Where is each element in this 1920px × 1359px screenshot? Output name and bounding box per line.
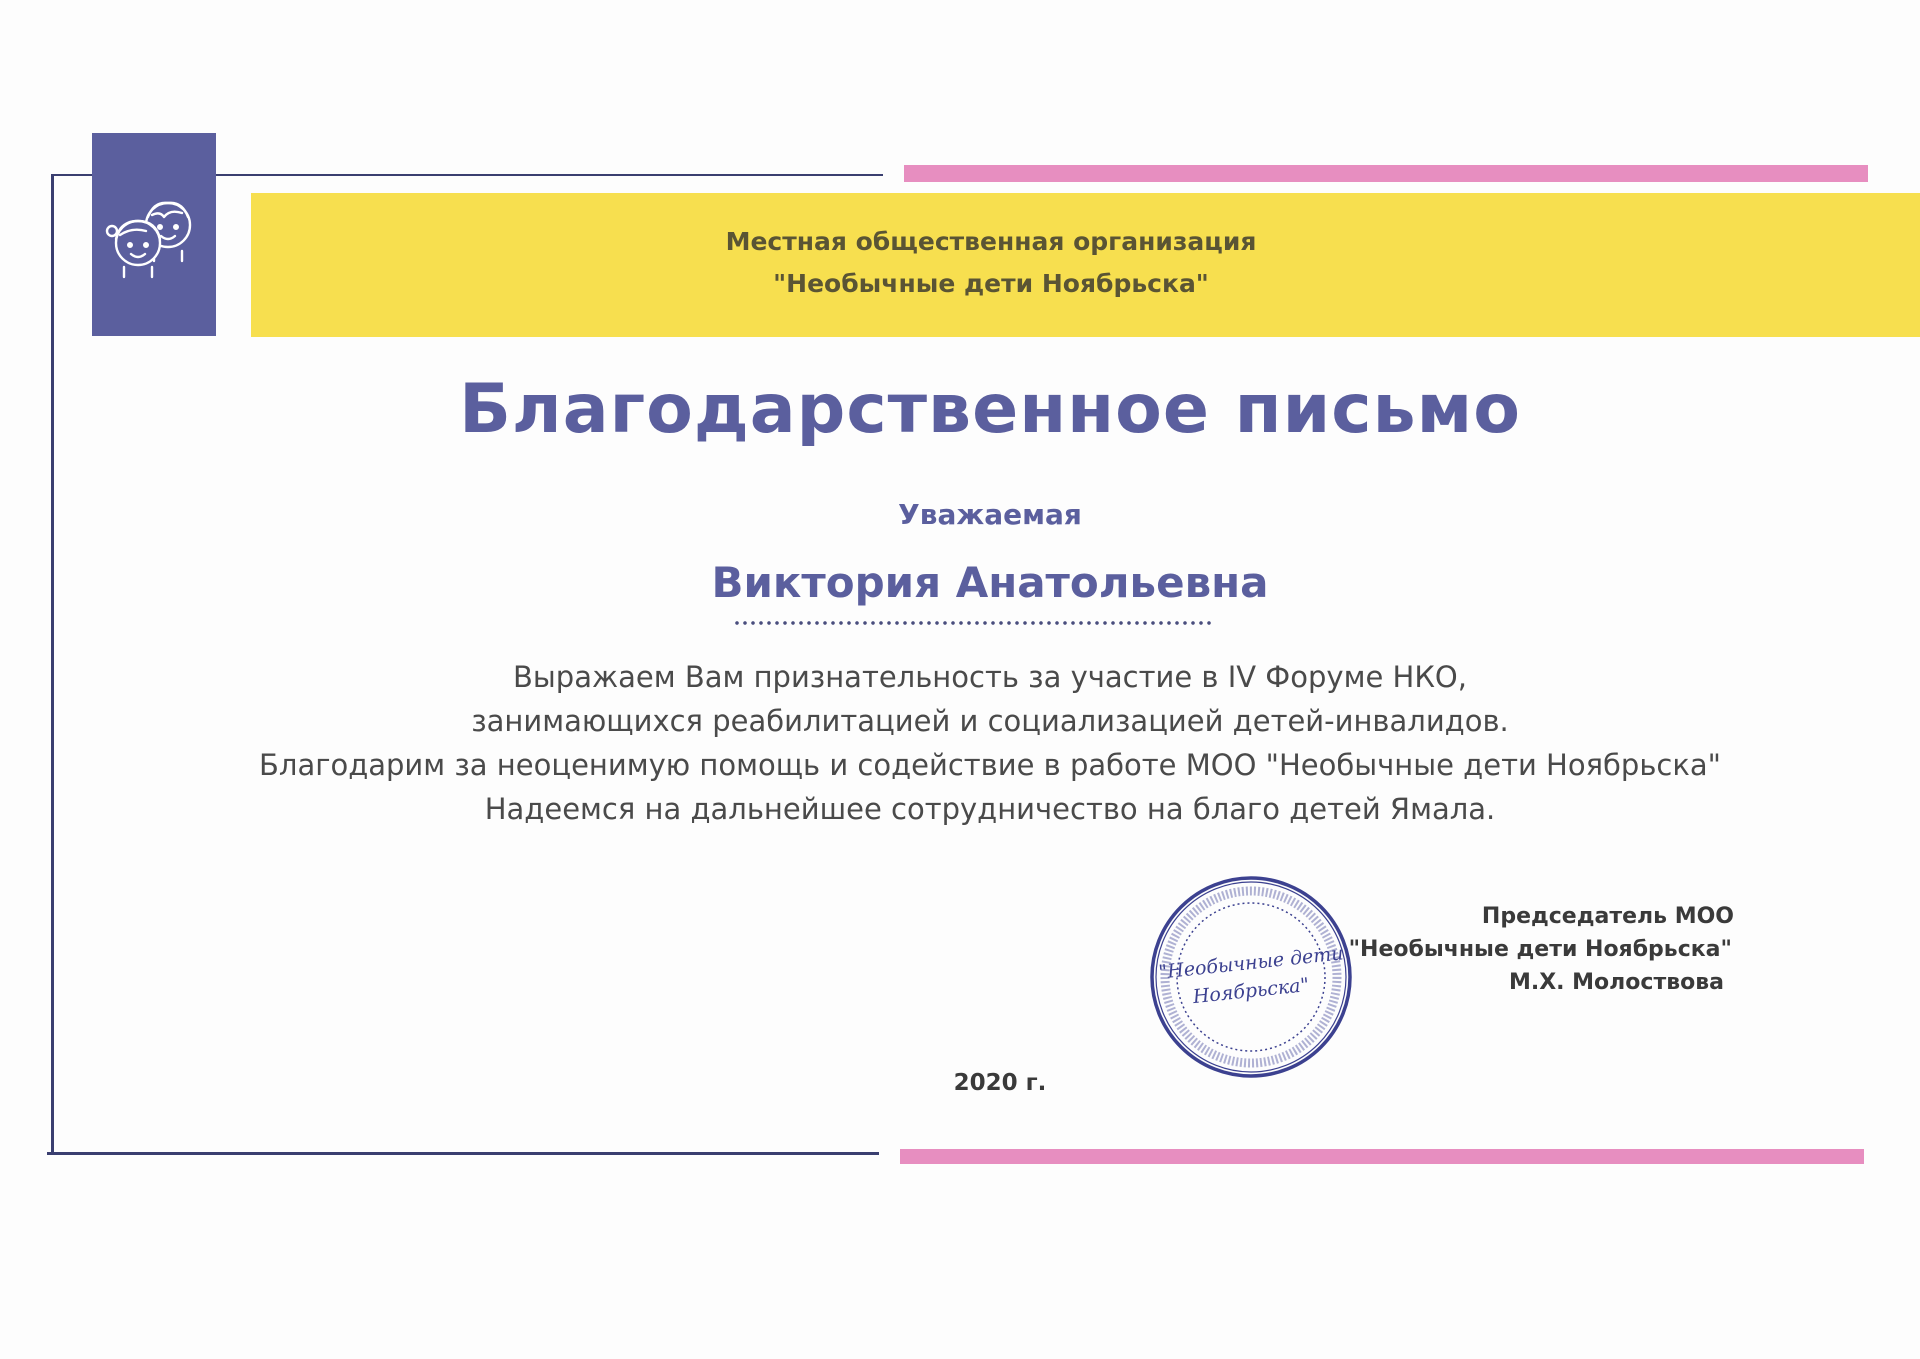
body-line: Выражаем Вам признательность за участие в IV Форуме НКО,: [513, 660, 1467, 694]
dotted-underline: [733, 620, 1213, 626]
pink-stripe-top: [904, 165, 1868, 182]
signatory-name: М.Х. Молоствова: [1508, 970, 1724, 995]
children-faces-icon: [102, 191, 206, 281]
organization-banner: [251, 193, 1920, 337]
recipient-name: Виктория Анатольевна: [711, 558, 1269, 607]
signatory-position: Председатель МОО: [1481, 904, 1734, 929]
issue-year: 2020 г.: [953, 1070, 1047, 1096]
signatory-organization: "Необычные дети Ноябрьска": [1348, 937, 1732, 962]
stamp-text-line2: Ноябрьска": [1191, 973, 1311, 1009]
frame-bottom-line: [47, 1152, 879, 1155]
organization-name-line1: Местная общественная организация: [725, 227, 1257, 256]
body-line: Благодарим за неоценимую помощь и содействие в работе МОО "Необычные дети Ноябрьска": [259, 748, 1721, 782]
stamp-text-line1: "Необычные дети: [1157, 942, 1345, 984]
letter-title: Благодарственное письмо: [459, 370, 1521, 449]
body-line: Надеемся на дальнейшее сотрудничество на благо детей Ямала.: [484, 792, 1496, 826]
pink-stripe-bottom: [900, 1149, 1864, 1164]
organization-logo: [92, 133, 216, 336]
greeting: Уважаемая: [898, 498, 1082, 531]
body-line: занимающихся реабилитацией и социализацией детей-инвалидов.: [471, 704, 1509, 738]
organization-name-line2: "Необычные дети Ноябрьска": [773, 269, 1209, 298]
